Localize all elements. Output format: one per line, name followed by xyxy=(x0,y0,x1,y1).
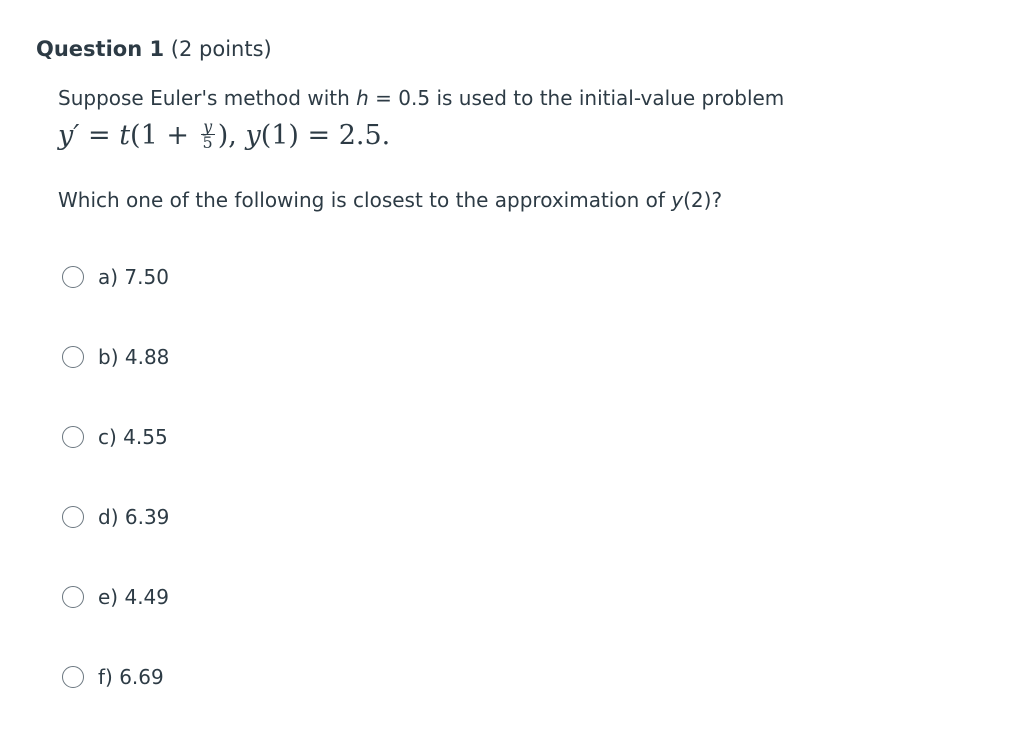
prompt-text-2: (2)? xyxy=(683,188,723,212)
answer-option-a[interactable] xyxy=(62,262,462,342)
eq-ic-arg: (1) xyxy=(260,120,299,151)
eq-close: ), xyxy=(217,120,246,151)
answer-label-a[interactable]: a) 7.50 xyxy=(98,265,169,289)
eq-equals-2: = 2.5. xyxy=(298,120,391,151)
answer-label-d[interactable]: d) 6.39 xyxy=(98,505,170,529)
radio-button-c[interactable] xyxy=(62,426,84,448)
intro-text-2: = 0.5 is used to the initial-value problem xyxy=(368,86,785,110)
eq-fraction xyxy=(201,119,215,150)
prompt-variable: y xyxy=(671,188,684,212)
radio-button-a[interactable] xyxy=(62,266,84,288)
answer-option-d[interactable] xyxy=(62,502,462,582)
answer-option-e[interactable] xyxy=(62,582,462,662)
eq-t: t xyxy=(119,120,131,151)
eq-lhs: y′ xyxy=(58,120,80,151)
eq-ic-func: y xyxy=(245,120,261,151)
question-prompt xyxy=(58,186,722,214)
intro-text-1: Suppose Euler's method with xyxy=(58,86,357,110)
radio-button-f[interactable] xyxy=(62,666,84,688)
frac-denominator: 5 xyxy=(202,133,213,152)
differential-equation xyxy=(58,118,390,154)
question-title: Question 1 xyxy=(36,37,165,61)
answer-label-e[interactable]: e) 4.49 xyxy=(98,585,169,609)
frac-numerator: y xyxy=(201,119,215,135)
answer-option-f[interactable] xyxy=(62,662,462,742)
answer-list xyxy=(62,262,462,742)
radio-button-b[interactable] xyxy=(62,346,84,368)
h-variable: h xyxy=(356,86,369,110)
answer-label-c[interactable]: c) 4.55 xyxy=(98,425,168,449)
answer-option-b[interactable] xyxy=(62,342,462,422)
answer-label-b[interactable]: b) 4.88 xyxy=(98,345,170,369)
eq-open: (1 + xyxy=(130,120,198,151)
radio-button-d[interactable] xyxy=(62,506,84,528)
answer-label-f[interactable]: f) 6.69 xyxy=(98,665,164,689)
radio-button-e[interactable] xyxy=(62,586,84,608)
question-points: (2 points) xyxy=(170,37,272,61)
question-intro xyxy=(58,84,784,112)
prompt-text-1: Which one of the following is closest to the approximation of xyxy=(58,188,672,212)
eq-equals-1: = xyxy=(79,120,120,151)
answer-option-c[interactable] xyxy=(62,422,462,502)
question-header xyxy=(36,34,272,64)
